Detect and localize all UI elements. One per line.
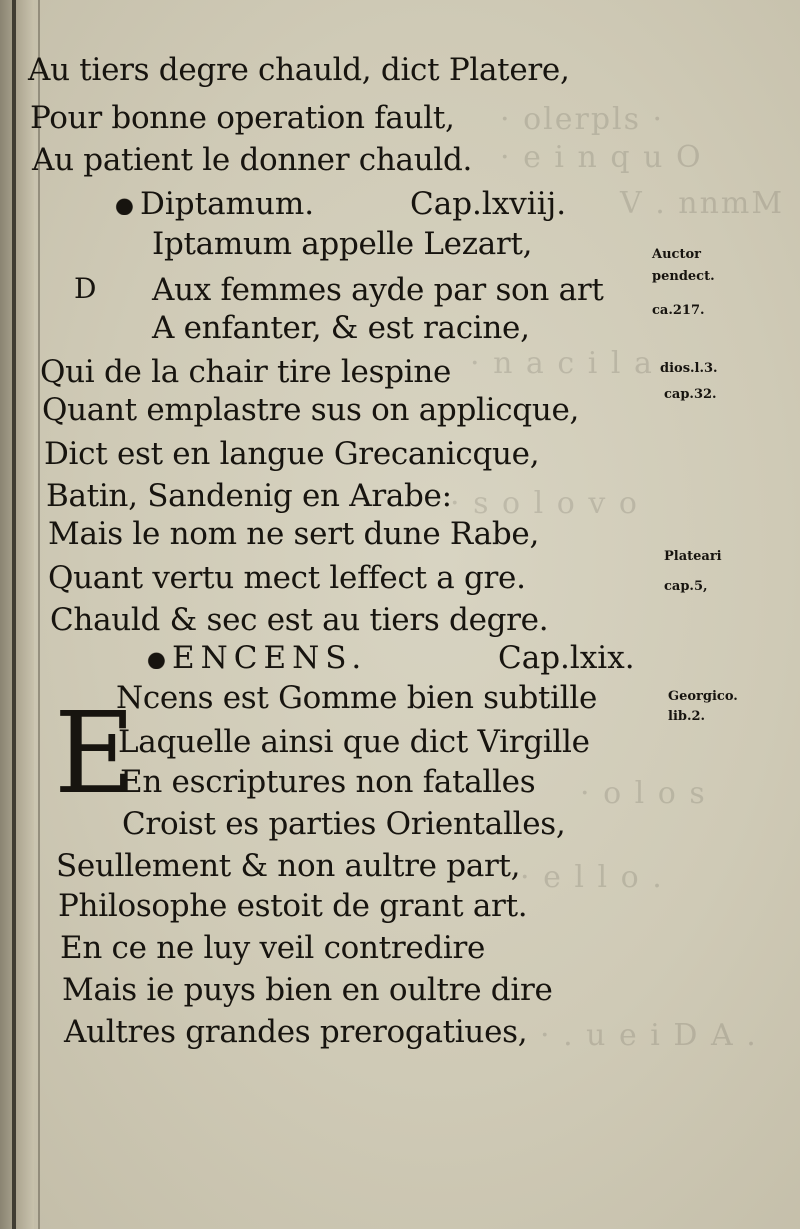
page-edge-line: [38, 0, 40, 1229]
text-line: En ce ne luy veil contredire: [60, 930, 486, 966]
show-through-text: · e i n q u O: [500, 140, 703, 175]
text-line: Iptamum appelle Lezart,: [152, 226, 533, 262]
text-line: Chauld & sec est au tiers degre.: [50, 602, 549, 638]
text-line: A enfanter, & est racine,: [152, 310, 530, 346]
text-line: Batin, Sandenig en Arabe:: [46, 478, 452, 514]
initial-letter: D: [74, 272, 97, 305]
text-line: Aux femmes ayde par son art: [152, 272, 604, 308]
margin-note: pendect.: [652, 269, 715, 284]
margin-note: Georgico.: [668, 689, 738, 704]
text-line: Au tiers degre chauld, dict Platere,: [28, 52, 570, 88]
text-line: En escriptures non fatalles: [120, 764, 536, 800]
chapter-title-text: Diptamum.: [140, 186, 315, 222]
margin-note: cap.5,: [664, 579, 708, 594]
show-through-text: · . u e i D A .: [540, 1018, 758, 1053]
text-line: Mais ie puys bien en oultre dire: [62, 972, 553, 1008]
chapter-number: Cap.lxix.: [498, 640, 635, 676]
text-line: Qui de la chair tire lespine: [40, 354, 452, 390]
chapter-number: Cap.lxviij.: [410, 186, 567, 222]
text-line: Mais le nom ne sert dune Rabe,: [48, 516, 539, 552]
chapter-title-text: ENCENS.: [172, 640, 368, 676]
text-line: Au patient le donner chauld.: [32, 142, 473, 178]
text-line: Pour bonne operation fault,: [30, 100, 455, 136]
show-through-text: V . nnmM: [620, 186, 785, 221]
text-line: Ncens est Gomme bien subtille: [116, 680, 598, 716]
show-through-text: · o l o s: [580, 776, 707, 811]
text-line: Seullement & non aultre part,: [56, 848, 521, 884]
show-through-text: · s o l o v o: [450, 486, 639, 521]
chapter-title: [142, 640, 367, 676]
margin-note: ca.217.: [652, 303, 705, 318]
drop-cap: E: [54, 689, 136, 819]
margin-note: lib.2.: [668, 709, 706, 724]
text-line: Croist es parties Orientalles,: [122, 806, 566, 842]
show-through-text: · n a c i l a: [470, 346, 654, 381]
margin-note: cap.32.: [664, 387, 717, 402]
text-line: Quant vertu mect leffect a gre.: [48, 560, 526, 596]
show-through-text: · e l l o .: [520, 860, 664, 895]
book-gutter: [0, 0, 34, 1229]
text-line: Aultres grandes prerogatiues,: [64, 1014, 528, 1050]
text-line: Quant emplastre sus on applicque,: [42, 392, 580, 428]
chapter-title: [110, 186, 314, 222]
margin-note: dios.l.3.: [660, 361, 718, 376]
fleuron-icon: [142, 651, 166, 669]
margin-note: Auctor: [652, 247, 701, 262]
fleuron-icon: [110, 197, 134, 215]
margin-note: Plateari: [664, 549, 722, 564]
text-line: Laquelle ainsi que dict Virgille: [118, 724, 590, 760]
page-fold-line: [12, 0, 16, 1229]
text-line: Dict est en langue Grecanicque,: [44, 436, 540, 472]
show-through-text: · olerpls ·: [500, 102, 665, 137]
text-line: Philosophe estoit de grant art.: [58, 888, 528, 924]
